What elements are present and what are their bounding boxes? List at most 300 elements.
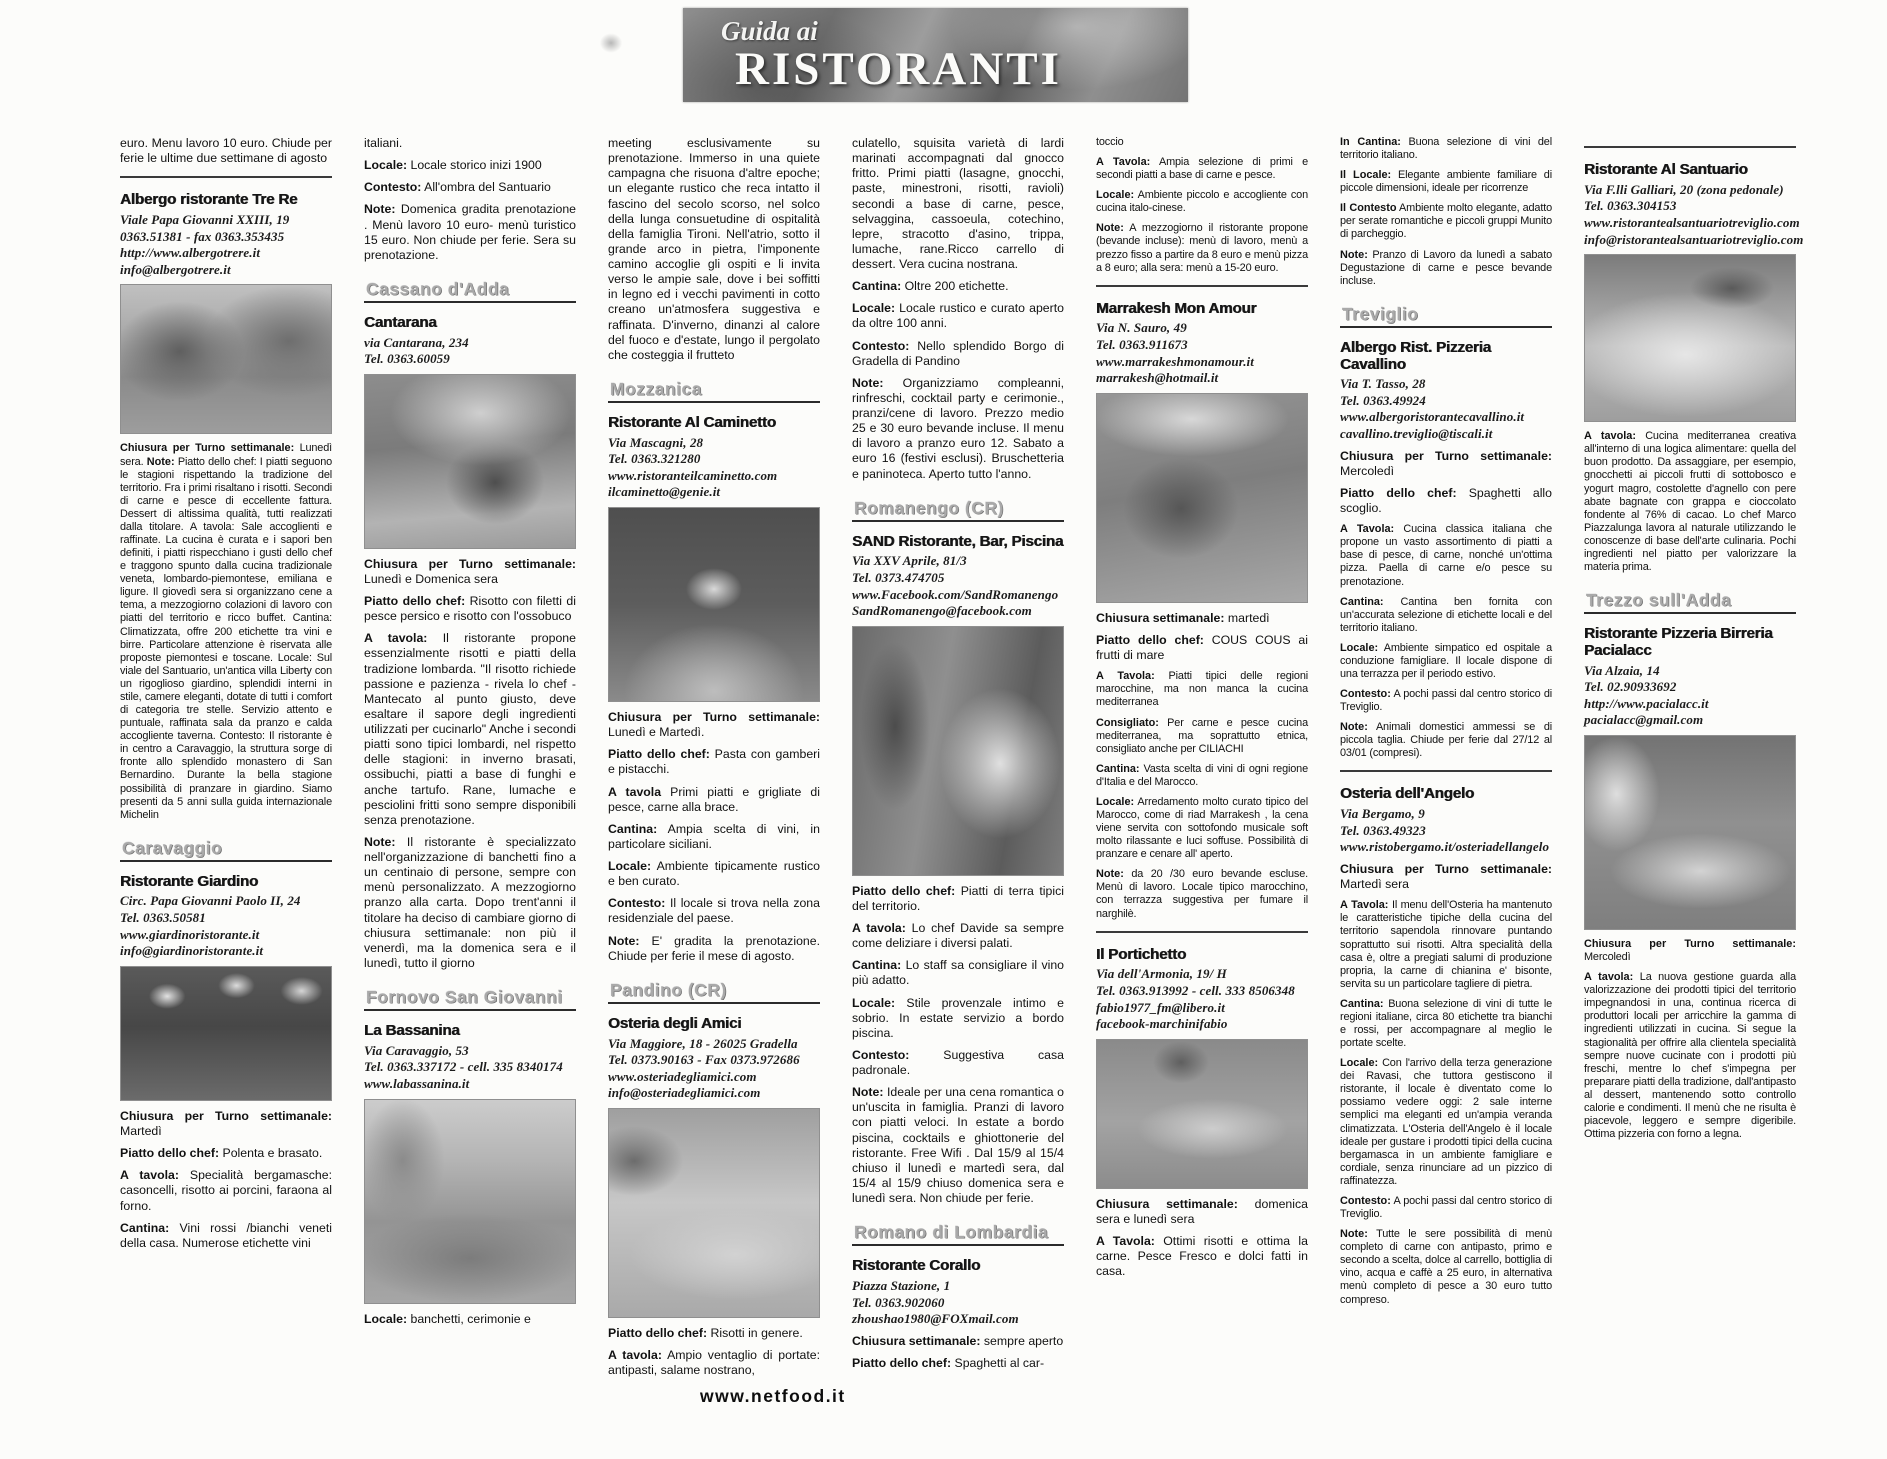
field-label: Chiusura settimanale: — [1096, 610, 1225, 625]
field-text: Organizziamo compleanni, rinfreschi, cocktail party e cerimonie., pranzi/cene di lavoro. Prezzo medio 25 e 30 euro bevande incluse. Il menu di lavoro a pranzo euro 12. Sabato a euro 16 (festivi esclusi). Bruschetteria e paninoteca. Aperto tutto l'anno. — [852, 375, 1064, 481]
field-label: Locale: — [852, 995, 896, 1010]
paragraph — [1096, 189, 1308, 215]
paragraph — [1584, 430, 1796, 574]
listing-name: Cantarana — [364, 313, 437, 331]
paragraph — [1340, 862, 1552, 892]
paragraph — [1096, 633, 1308, 663]
section-header: Mozzanica — [608, 379, 820, 403]
column-1 — [120, 136, 332, 1258]
address-line: www.labassanina.it — [364, 1076, 470, 1092]
field-label: Locale: — [364, 158, 408, 173]
paragraph — [1340, 523, 1552, 588]
paragraph — [1340, 688, 1552, 714]
listing-name: Albergo Rist. Pizzeria Cavallino — [1340, 338, 1491, 373]
listing-name: Ristorante Al Caminetto — [608, 413, 776, 431]
field-text: Vini rossi /bianchi veneti della casa. Numerose etichette vini — [120, 1220, 332, 1250]
restaurant-photo — [852, 626, 1064, 876]
paragraph — [1096, 136, 1308, 149]
paragraph — [852, 958, 1064, 988]
address-line: Via Bergamo, 9 — [1340, 806, 1425, 822]
field-label: Note: — [364, 834, 396, 849]
paragraph — [1340, 202, 1552, 241]
paragraph — [1340, 136, 1552, 162]
listing-name: Albergo ristorante Tre Re — [120, 191, 298, 209]
field-text: Locale rustico e curato aperto da oltre 100 anni. — [852, 301, 1064, 331]
paragraph — [852, 376, 1064, 482]
field-label: Contesto: — [852, 1047, 910, 1062]
paragraph — [852, 279, 1064, 294]
field-text: La nuova gestione guarda alla valorizzazione dei prodotti tipici del territorio impegnandosi in una, continua ricerca di produttori locali per arricchire la gamma di ingredienti utilizzati in cucina. Si segue la stagionalità per offrire alla clientela specialità sempre nuove cucinate con i prodotti più freschi, mentre lo chef s'impegna per preparare piatti della tradizione, dall'antipasto al dessert, mantenendo sotto controllo calorie e condimenti. Il menù che ne risulta è piacevole, leggero e sempre digeribile. Ottima pizzeria con forno a legna. — [1584, 971, 1796, 1141]
field-text: Cucina classica italiana che propone un vasto assortimento di piatti a base di pesce, di carne, nonché un'ottima pizza. Paella di carne e/o pesce su prenotazione. — [1340, 523, 1552, 588]
paragraph — [120, 1109, 332, 1139]
address-line: Tel. 02.90933692 — [1584, 679, 1677, 695]
field-label: Chiusura per Turno settimanale: — [1584, 938, 1796, 951]
field-text: Locale storico inizi 1900 — [407, 158, 542, 173]
field-text: Elegante ambiente familiare di piccole dimensioni, ideale per ricorrenze — [1340, 169, 1552, 195]
divider — [1096, 931, 1308, 933]
field-label: Locale: — [852, 301, 896, 316]
paragraph — [1340, 1228, 1552, 1306]
paragraph — [852, 1048, 1064, 1078]
guide-title-large: RISTORANTI — [735, 43, 1062, 95]
paragraph — [1340, 1195, 1552, 1221]
paragraph — [1584, 938, 1796, 964]
section-header: Romano di Lombardia — [852, 1222, 1064, 1246]
address-line: Tel. 0363.911673 — [1096, 337, 1188, 353]
restaurant-photo — [608, 1108, 820, 1318]
restaurant-photo — [1096, 1039, 1308, 1189]
field-label: Piatto dello chef: — [1340, 485, 1457, 500]
paragraph — [852, 339, 1064, 369]
field-text: Ampio ventaglio di portate: antipasti, salame nostrano, — [608, 1348, 820, 1378]
paragraph — [364, 594, 576, 624]
address-line: Via N. Sauro, 49 — [1096, 320, 1187, 336]
field-text: Lo chef Davide sa sempre come deliziare i diversi palati. — [852, 921, 1064, 951]
paragraph — [1096, 1197, 1308, 1227]
field-text: domenica sera e lunedì sera — [1096, 1196, 1308, 1226]
field-label: A tavola: — [852, 921, 906, 936]
address-line: info@giardinoristorante.it — [120, 943, 264, 959]
field-label: Piatto dello chef: — [1096, 633, 1204, 648]
address-line: Tel. 0363.50581 — [120, 910, 206, 926]
field-text: Il ristorante propone essenzialmente risotti e piatti della tradizione lombarda. "Il risotto richiede passione e pazienza - rivela lo chef - Mantecato al punto giusto, deve esaltare il sapore degli ingredienti utilizzati per cucinarlo" Anche i secondi piatti sono tipici lombardi, nel rispetto delle stagioni: in inverno brasati, ossibuchi, piatti a base di funghi e anche tartufo. Rane, lumache e pesciolini fritti sono sempre disponibili senza prenotazione. — [364, 631, 576, 827]
field-label: Contesto: — [364, 180, 422, 195]
field-label: A Tavola: — [1340, 523, 1395, 536]
address-block — [364, 335, 576, 368]
divider — [1096, 285, 1308, 287]
field-label: Locale: — [1096, 795, 1135, 808]
address-line: www.osteriadegliamici.com — [608, 1068, 757, 1084]
paragraph — [608, 785, 820, 815]
address-line: Tel. 0363.49924 — [1340, 392, 1426, 408]
field-text: Polenta e brasato. — [219, 1146, 323, 1161]
field-label: Chiusura per Turno settimanale: — [120, 1108, 332, 1123]
column-6 — [1340, 136, 1552, 1314]
columns-container — [120, 136, 1804, 1385]
paragraph — [120, 1221, 332, 1251]
column-7 — [1584, 136, 1804, 1148]
field-label: A tavola: — [1584, 971, 1634, 984]
field-label: Locale: — [1340, 641, 1379, 654]
paragraph — [608, 1326, 820, 1341]
listing-name: Osteria dell'Angelo — [1340, 785, 1474, 803]
field-label: Cantina: — [1096, 762, 1140, 775]
paragraph — [120, 442, 332, 821]
field-text: Oltre 200 etichette. — [901, 279, 1009, 294]
paragraph — [1096, 1234, 1308, 1279]
field-label: Chiusura per Turno settimanale: — [120, 442, 295, 455]
field-text: Pasta con gamberi e pistacchi. — [608, 747, 820, 777]
address-line: SandRomanengo@facebook.com — [852, 603, 1032, 619]
field-text: da 20 /30 euro bevande escluse. Menù di lavoro. Locale tipico marocchino, con terrazza suggestiva per fumare il narghilè. — [1096, 868, 1308, 920]
section-header: Fornovo San Giovanni — [364, 987, 576, 1011]
paragraph — [1340, 249, 1552, 288]
paragraph — [364, 180, 576, 195]
restaurant-photo — [120, 284, 332, 434]
field-label: In Cantina: — [1340, 136, 1401, 148]
field-text: Buona selezione di vini di tutte le regioni italiane, circa 80 etichette tra bianchi e rossi, per accompagnare al meglio le portate scelte. — [1340, 997, 1552, 1050]
footer-url: www.netfood.it — [700, 1386, 846, 1406]
field-text: Stile provenzale intimo e sobrio. In estate servizio a bordo piscina. — [852, 995, 1064, 1040]
field-label: Locale: — [364, 1311, 408, 1326]
paragraph — [1096, 670, 1308, 709]
address-block — [852, 1278, 1064, 1328]
column-3 — [608, 136, 820, 1385]
address-line: Via T. Tasso, 28 — [1340, 376, 1426, 392]
paragraph — [1096, 796, 1308, 861]
field-text: Mercoledì — [1340, 463, 1394, 478]
field-text: Ampia selezione di primi e secondi piatti a base di carne e pesce. — [1096, 156, 1308, 182]
address-line: www.albergoristorantecavallino.it — [1340, 409, 1525, 425]
field-text: Vasta scelta di vini di ogni regione d'Italia e del Marocco. — [1096, 762, 1308, 788]
address-line: www.Facebook.com/SandRomanengo — [852, 586, 1059, 602]
field-label: Note: — [1340, 721, 1368, 734]
field-text: Il menu dell'Osteria ha mantenuto le caratteristiche tipiche della cucina del territorio sapendola rinnovare puntando soprattutto sui risotti. Altra specialità della casa è, oltre a pregiati salumi di produzione propria, la carne di chianina e' bisonte, servita su un particolare tagliere di pietra. — [1340, 899, 1552, 990]
field-label: Cantina: — [1340, 595, 1384, 608]
address-line: cavallino.treviglio@tiscali.it — [1340, 426, 1493, 442]
field-label: Locale: — [1096, 189, 1135, 202]
address-block — [1096, 966, 1308, 1033]
paragraph — [364, 557, 576, 587]
restaurant-photo — [120, 966, 332, 1101]
address-block — [608, 435, 820, 502]
field-text: Piatti tipici delle regioni marocchine, ma non manca la cucina mediterranea — [1096, 670, 1309, 709]
address-line: http://www.pacialacc.it — [1584, 695, 1709, 711]
field-label: A tavola: — [1584, 430, 1636, 443]
address-line: Tel. 0363.49323 — [1340, 822, 1426, 838]
field-label: Contesto: — [608, 896, 666, 911]
field-label: Piatto dello chef: — [852, 883, 956, 898]
divider — [1340, 770, 1552, 772]
field-text: Il locale si trova nella zona residenziale del paese. — [608, 896, 820, 926]
field-text: Primi piatti e grigliate di pesce, carne alla brace. — [608, 784, 820, 814]
field-text: Lunedì e Domenica sera — [364, 571, 498, 586]
address-line: Via Caravaggio, 53 — [364, 1042, 469, 1058]
address-line: Circ. Papa Giovanni Paolo II, 24 — [120, 893, 301, 909]
field-text: A pochi passi dal centro storico di Treviglio. — [1340, 688, 1552, 714]
paragraph — [120, 1168, 332, 1213]
section-header: Caravaggio — [120, 838, 332, 862]
address-block — [852, 553, 1064, 620]
section-header: Pandino (CR) — [608, 980, 820, 1004]
address-block — [608, 1036, 820, 1103]
field-text: euro. Menu lavoro 10 euro. Chiude per ferie le ultime due settimane di agosto — [120, 136, 332, 166]
restaurant-photo — [1584, 735, 1796, 930]
field-text: Risotti in genere. — [707, 1326, 803, 1341]
field-label: Note: — [1096, 868, 1124, 881]
address-block — [1096, 320, 1308, 387]
field-text: Cantina ben fornita con un'accurata selezione di etichette locali e del territorio italiano. — [1340, 595, 1552, 634]
paragraph — [1340, 899, 1552, 991]
scan-smudge — [596, 30, 626, 56]
field-label: A tavola: — [608, 1348, 662, 1363]
field-text: Spaghetti allo scoglio. — [1340, 485, 1552, 516]
address-line: via Cantarana, 234 — [364, 334, 469, 350]
field-text: Ampia scelta di vini, in particolare siciliani. — [608, 821, 820, 851]
field-label: Note: — [364, 202, 396, 217]
field-text: E' gradita la prenotazione. Chiude per ferie il mese di agosto. — [608, 933, 820, 963]
field-text: Mercoledì — [1584, 951, 1631, 964]
field-label: Note: — [852, 1085, 884, 1100]
field-label: A tavola: — [120, 1168, 179, 1183]
field-label: A Tavola: — [1340, 899, 1389, 912]
listing-name: Marrakesh Mon Amour — [1096, 299, 1257, 317]
paragraph — [364, 136, 576, 151]
address-line: Tel. 0363.321280 — [608, 451, 701, 467]
field-text: Ambiente simpatico ed ospitale a conduzione famigliare. Il locale dispone di una terrazza per il periodo estivo. — [1340, 641, 1552, 680]
field-label: Locale: — [608, 859, 652, 874]
field-text: Lo staff sa consigliare il vino più adatto. — [852, 958, 1064, 988]
listing-name: Osteria degli Amici — [608, 1014, 742, 1032]
paragraph — [1096, 868, 1308, 920]
field-text: COUS COUS ai frutti di mare — [1096, 633, 1308, 663]
paragraph — [364, 1312, 576, 1327]
field-text: Ambiente tipicamente rustico e ben curato. — [608, 859, 820, 889]
field-label: Piatto dello chef: — [120, 1146, 220, 1161]
field-label: Piatto dello chef: — [852, 1355, 952, 1370]
paragraph — [1096, 717, 1308, 756]
column-4 — [852, 136, 1064, 1378]
paragraph — [608, 859, 820, 889]
field-label: Cantina: — [852, 958, 902, 973]
restaurant-photo — [364, 1099, 576, 1304]
address-line: www.giardinoristorante.it — [120, 926, 260, 942]
address-line: www.ristoranteilcaminetto.com — [608, 467, 778, 483]
field-label: A tavola: — [364, 631, 428, 646]
field-text: Piatti di terra tipici del territorio. — [852, 883, 1064, 913]
restaurant-photo — [1096, 393, 1308, 603]
paragraph — [364, 631, 576, 828]
address-line: Via F.lli Galliari, 20 (zona pedonale) — [1584, 181, 1784, 197]
field-text: Buona selezione di vini del territorio italiano. — [1340, 136, 1552, 162]
paragraph — [1584, 971, 1796, 1141]
field-text: All'ombra del Santuario — [421, 180, 551, 195]
paragraph — [1340, 642, 1552, 681]
paragraph — [852, 884, 1064, 914]
field-text: italiani. — [364, 136, 403, 150]
field-label: Chiusura settimanale: — [1096, 1196, 1238, 1211]
listing-name: Il Portichetto — [1096, 945, 1187, 963]
paragraph — [120, 136, 332, 166]
address-line: Via dell'Armonia, 19/ H — [1096, 966, 1227, 982]
section-header: Trezzo sull'Adda — [1584, 590, 1796, 614]
listing-name: SAND Ristorante, Bar, Piscina — [852, 532, 1064, 550]
field-text: culatello, squisita varietà di lardi marinati accompagnati dal gnocco fritto. Primi piatti (lasagne, gnocchi, paste, minestroni, risotti, ravioli) secondi a base di carne, pesce, selvaggina, cassoeula, cotechino, lepre, stracotto d'asino, trippa, lumache, rane.Ricco carrello di dessert. Vera cucina nostrana. — [852, 136, 1064, 271]
section-header: Romanengo (CR) — [852, 498, 1064, 522]
restaurant-photo — [1584, 254, 1796, 422]
paragraph — [608, 822, 820, 852]
address-line: 0363.51381 - fax 0363.353435 — [120, 228, 285, 244]
field-text: Ottimi risotti e ottima la carne. Pesce Fresco e dolci fatti in casa. — [1096, 1234, 1308, 1279]
field-text: banchetti, cerimonie e — [407, 1311, 531, 1326]
field-label: A tavola — [608, 784, 662, 799]
address-line: fabio1977_fm@libero.it — [1096, 999, 1225, 1015]
paragraph — [852, 1356, 1064, 1371]
paragraph — [1340, 998, 1552, 1050]
divider — [1584, 146, 1796, 148]
paragraph — [608, 934, 820, 964]
field-text: sempre aperto — [980, 1333, 1064, 1348]
address-block — [1584, 663, 1796, 730]
field-text: Nello splendido Borgo di Gradella di Pandino — [852, 338, 1064, 368]
field-label: Piatto dello chef: — [608, 747, 710, 762]
field-label: Cantina: — [120, 1220, 170, 1235]
paragraph — [120, 1146, 332, 1161]
address-block — [1340, 376, 1552, 443]
field-text: Con l'arrivo della terza generazione dei Ravasi, che tuttora gestiscono il ristorante, il locale è diventato come lo possiamo vedere oggi: 2 sale interne semplici ma eleganti ed un'ampia veranda climatizzata. L'Osteria dell'Angelo è il locale ideale per gustare i prodotti tipici della cucina bergamasca in un ambiente famigliare e cordiale, senza rinunciare ad un pizzico di raffinatezza. — [1340, 1057, 1552, 1187]
address-block — [120, 212, 332, 279]
paragraph — [1096, 222, 1308, 274]
address-line: Tel. 0363.304153 — [1584, 198, 1677, 214]
field-label: A Tavola: — [1096, 156, 1151, 169]
paragraph — [608, 136, 820, 363]
field-label: Chiusura per Turno settimanale: — [1340, 448, 1552, 463]
address-line: Via Maggiore, 18 - 26025 Gradella — [608, 1035, 798, 1051]
field-label: Locale: — [1340, 1057, 1379, 1070]
field-text: Pranzo di Lavoro da lunedì a sabato Degustazione di carne e pesce bevande incluse. — [1340, 248, 1552, 287]
field-label: Note: — [146, 455, 175, 468]
paragraph — [852, 136, 1064, 272]
field-label: Piatto dello chef: — [364, 594, 466, 609]
field-label: Note: — [1340, 248, 1368, 261]
address-line: Tel. 0373.90163 - Fax 0373.972686 — [608, 1052, 800, 1068]
masthead-banner — [683, 8, 1188, 102]
field-label: Note: — [608, 933, 640, 948]
field-text: Il ristorante è specializzato nell'organizzazione di banchetti fino a un centinaio di persone, sempre con menù personalizzato. A mezzogiorno pranzo alla carta. Dopo trent'anni il titolare ha deciso di cambiare giorno di chiusura settimanale: non più il venerdì, ma la domenica sera e il lunedì, tutto il giorno — [364, 834, 576, 970]
address-line: www.ristobergamo.it/osteriadellangelo — [1340, 839, 1550, 855]
field-text: Ambiente molto elegante, adatto per serate romantiche e piccoli gruppi Munito di parcheggio. — [1340, 202, 1552, 241]
paragraph — [852, 1085, 1064, 1206]
address-block — [120, 893, 332, 960]
address-block — [1584, 181, 1804, 249]
listing-name: Ristorante Corallo — [852, 1257, 981, 1275]
field-label: Piatto dello chef: — [608, 1326, 708, 1341]
field-text: Martedì sera — [1340, 877, 1410, 892]
field-text: Lunedì sera. — [120, 442, 332, 468]
address-line: http://www.albergotrere.it — [120, 245, 261, 261]
paragraph — [364, 158, 576, 173]
field-label: Cantina: — [1340, 997, 1384, 1010]
paragraph — [852, 921, 1064, 951]
field-label: A Tavola: — [1096, 670, 1155, 683]
field-label: Contesto: — [1340, 688, 1391, 701]
field-label: Chiusura settimanale: — [852, 1333, 981, 1348]
section-header: Cassano d'Adda — [364, 279, 576, 303]
field-text: Lunedì e Martedì. — [608, 725, 705, 740]
listing-name: Ristorante Al Santuario — [1584, 161, 1748, 178]
paragraph — [608, 710, 820, 740]
paragraph — [1340, 596, 1552, 635]
field-text: Suggestiva casa padronale. — [852, 1047, 1064, 1078]
field-text: Ideale per una cena romantica o un'uscita in famiglia. Pranzi di lavoro con piatti veloci. In estate a bordo piscina, cocktails e ghiottonerie del ristorante. Free Wifi . Dal 15/9 al 15/4 chiuso il lunedì e martedì sera, dal 15/4 al 15/9 chiuso domenica sera e lunedì sera. Non chiude per ferie. — [852, 1085, 1064, 1206]
paragraph — [852, 1334, 1064, 1349]
field-text: toccio — [1096, 136, 1124, 148]
address-line: Viale Papa Giovanni XXIII, 19 — [120, 211, 290, 227]
field-text: meeting esclusivamente su prenotazione. Immerso in una quiete campagna che risuona d'altre epoche; un elegante rustico che reca intatto il fascino del secolo scorso, nel solco della lunga consuetudine di ospitalità della famiglia Tironi. Nell'atrio, sotto il grande arco in pietra, l'imponente camino accoglie gli ospiti e li invita verso le ampie sale, dove i bei soffitti in legno ed i vecchi pavimenti in cotto creano un'atmosfera suggestiva e raffinata. D'inverno, dinanzi al calore del fuoco e d'estate, lungo il pergolato che costeggia il frutteto — [608, 136, 820, 362]
paragraph — [608, 896, 820, 926]
field-text: Specialità bergamasche: casoncelli, risotto ai porcini, faraona al forno. — [120, 1168, 333, 1213]
divider — [120, 176, 332, 178]
paragraph — [1096, 611, 1308, 626]
column-2 — [364, 136, 576, 1334]
address-line: Piazza Stazione, 1 — [852, 1277, 951, 1293]
field-text: A pochi passi dal centro storico di Treviglio. — [1340, 1194, 1552, 1221]
field-text: Per carne e pesce cucina mediterranea, ma soprattutto etnica, consigliato anche per CILIACHI — [1096, 716, 1308, 755]
address-line: zhoushao1980@FOXmail.com — [852, 1311, 1019, 1327]
field-text: Spaghetti al car- — [951, 1355, 1045, 1370]
address-line: Tel. 0363.60059 — [364, 351, 450, 367]
address-line: www.ristorantealsantuariotreviglio.com — [1584, 214, 1800, 230]
paragraph — [1340, 169, 1552, 195]
field-text: Domenica gradita prenotazione . Menù lavoro 10 euro- menù turistico 15 euro. Non chiude per ferie. Sera su prenotazione. — [364, 202, 576, 262]
address-line: info@ristorantealsantuariotreviglio.com — [1584, 231, 1804, 247]
address-line: Via XXV Aprile, 81/3 — [852, 553, 967, 569]
field-text: martedì — [1224, 610, 1270, 625]
field-label: Consigliato: — [1096, 716, 1159, 729]
paragraph — [1340, 1057, 1552, 1188]
field-label: Chiusura per Turno settimanale: — [364, 556, 576, 571]
address-block — [364, 1043, 576, 1093]
paragraph — [1340, 721, 1552, 760]
address-line: www.marrakeshmonamour.it — [1096, 353, 1254, 369]
paragraph — [364, 835, 576, 971]
field-text: Cucina mediterranea creativa all'interno di una logica alimentare: quella del buon prodotto. Da assaggiare, per esempio, gnocchetti ai piccoli frutti di sottobosco e yogurt magro, costolette d'agnello con pere abate bagnate con grappa e cioccolato fondente al 76% di cacao. Lo chef Marco Piazzalunga lavora al naturale utilizzando le conoscenze di base dell'arte culinaria. Pochi ingredienti nel piatto per valorizzare la materia prima. — [1584, 430, 1796, 573]
column-5 — [1096, 136, 1308, 1286]
paragraph — [1096, 763, 1308, 789]
field-label: Il Locale: — [1340, 169, 1392, 182]
field-label: Note: — [1340, 1228, 1368, 1241]
paragraph — [364, 202, 576, 263]
address-line: facebook-marchinifabio — [1096, 1016, 1228, 1032]
paragraph — [852, 996, 1064, 1041]
field-label: Contesto: — [1340, 1194, 1391, 1207]
field-label: Il Contesto — [1340, 202, 1397, 215]
paragraph — [1340, 449, 1552, 479]
field-label: Contesto: — [852, 338, 910, 353]
address-line: info@osteriadegliamici.com — [608, 1085, 761, 1101]
field-text: Piatto dello chef: I piatti seguono le stagioni rispettando la tradizione del territorio. Fra i primi risaltano i risotti. Secondi di carne e pesce di eccellente fattura. Dessert di altissima qualità, tutti realizzati dalla titolare. A tavola: Sale accoglienti e raffinate. La cucina è curata e i sapori ben definiti, i piatti rispecchiano i gusti dello chef e traggono spunto dalla cucina tradizionale veneta, lombardo-piemontese, emiliana e ligure. Il giovedì sera si organizzano cene a tema, a mezzogiorno colazioni di lavoro con piatti del territorio e ricco buffet. Cantina: Climatizzata, offre 200 etichette tra vini e birre. Particolare attenzione è riservata alle proposte piemontesi e toscane. Locale: Sul viale del Santuario, un'antica villa Liberty con un rigoglioso giardino, splendidi interni in stile, camere eleganti, dotate di tutti i comfort di categoria tre stelle. Servizio attento e puntuale, raffinata sala da pranzo e calda accogliente taverna. Contesto: Il ristorante è in centro a Caravaggio, la struttura sorge di fronte allo splendido monastero di San Bernardino. Durante la bella stagione possibilità di pranzare in giardino. Siamo presenti da 5 anni sulla guida internazionale Michelin — [120, 455, 333, 821]
field-label: Note: — [1096, 222, 1124, 235]
field-label: Chiusura per Turno settimanale: — [1340, 862, 1552, 877]
field-text: Tutte le sere possibilità di menù completo di carne con antipasto, primo e secondo a scelta, dolce al carrello, bottiglia di vino, acqua e caffè a 25 euro, in alternativa menù completo di pesce a 30 euro tutto compreso. — [1340, 1228, 1552, 1306]
paragraph — [608, 1348, 820, 1378]
address-line: Via Mascagni, 28 — [608, 434, 704, 450]
address-line: pacialacc@gmail.com — [1584, 712, 1704, 728]
address-line: Tel. 0373.474705 — [852, 569, 945, 585]
address-line: info@albergotrere.it — [120, 261, 231, 277]
field-label: Note: — [852, 375, 884, 390]
restaurant-photo — [608, 507, 820, 702]
